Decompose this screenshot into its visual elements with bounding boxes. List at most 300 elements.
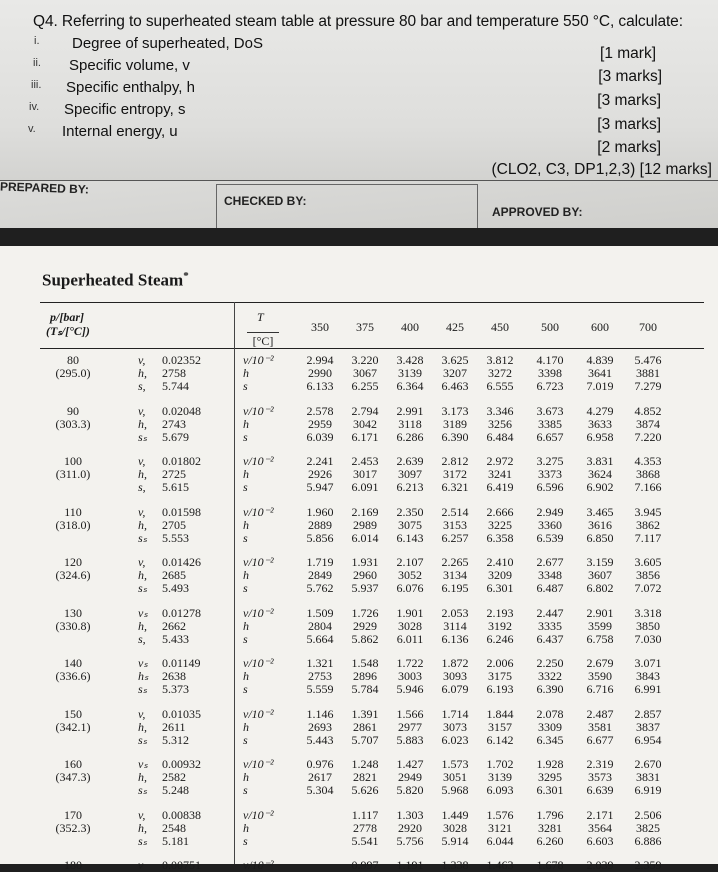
table-cell-h: 3139 bbox=[398, 366, 422, 380]
property-label: v/10⁻² bbox=[243, 504, 274, 519]
item-text: Internal energy, u bbox=[62, 123, 178, 140]
sat-property-value: 0.01426 bbox=[162, 555, 201, 569]
table-cell-v: 1.117 bbox=[351, 807, 379, 822]
item-text: Specific enthalpy, h bbox=[66, 79, 195, 96]
sat-property-symbol: h, bbox=[138, 517, 147, 532]
table-cell-v: 2.265 bbox=[441, 555, 469, 569]
table-cell-h: 3862 bbox=[636, 517, 660, 532]
table-cell-v: 0.997 bbox=[351, 858, 379, 872]
table-cell-s: 5.937 bbox=[351, 581, 379, 595]
table-cell-s: 6.143 bbox=[396, 530, 424, 545]
sat-property-value: 5.553 bbox=[162, 530, 189, 545]
sat-property-value: 2548 bbox=[162, 820, 186, 835]
table-cell-s: 6.286 bbox=[396, 429, 424, 444]
sat-property-symbol: hₛ bbox=[138, 669, 149, 683]
table-cell-v: 2.169 bbox=[351, 504, 379, 519]
table-cell-s: 6.758 bbox=[586, 631, 614, 646]
sat-property-symbol: sₛ bbox=[138, 732, 148, 747]
sat-property-value: 5.493 bbox=[162, 581, 189, 595]
pressure-value: 180 bbox=[64, 858, 82, 872]
sat-property-symbol: h, bbox=[138, 416, 147, 431]
table-cell-s: 5.914 bbox=[441, 833, 469, 848]
property-label: v/10⁻² bbox=[243, 757, 274, 771]
table-cell-v: 2.639 bbox=[396, 454, 424, 468]
table-cell-s: 7.220 bbox=[634, 429, 662, 444]
table-cell-s: 6.919 bbox=[634, 783, 662, 797]
table-cell-s: 6.802 bbox=[586, 581, 614, 595]
temperature-symbol: T bbox=[257, 310, 264, 324]
table-cell-h: 3624 bbox=[588, 467, 612, 481]
temperature-header: 500 bbox=[541, 320, 559, 334]
pressure-value: 160 bbox=[64, 757, 82, 771]
table-cell-h: 3335 bbox=[538, 618, 562, 633]
table-cell-h: 2960 bbox=[353, 568, 377, 582]
item-number: iv. bbox=[29, 101, 40, 113]
table-cell-s: 6.345 bbox=[536, 732, 564, 747]
table-cell-v: 1.960 bbox=[306, 504, 334, 519]
table-cell-s: 6.484 bbox=[486, 429, 514, 444]
table-cell-s: 6.723 bbox=[536, 379, 564, 393]
table-cell-h: 3209 bbox=[488, 568, 512, 582]
mark-allocation: [3 marks] bbox=[597, 92, 661, 109]
table-cell-s: 5.762 bbox=[306, 581, 334, 595]
table-cell-h: 2959 bbox=[308, 416, 332, 431]
property-label: h bbox=[243, 467, 249, 481]
signature-section bbox=[0, 180, 718, 228]
sat-property-symbol: h, bbox=[138, 618, 147, 633]
table-cell-v: 1.338 bbox=[441, 858, 469, 872]
sat-property-symbol: sₛ bbox=[138, 833, 148, 848]
sat-property-symbol: h, bbox=[138, 770, 147, 784]
table-cell-s: 5.707 bbox=[351, 732, 379, 747]
sat-property-symbol: vₛ bbox=[138, 605, 148, 620]
sat-property-value: 0.00932 bbox=[162, 757, 201, 771]
table-cell-s: 5.304 bbox=[306, 783, 334, 797]
table-cell-h: 3590 bbox=[588, 669, 612, 683]
table-cell-s: 6.213 bbox=[396, 480, 424, 494]
table-cell-v: 2.319 bbox=[586, 757, 614, 771]
sat-property-symbol: h, bbox=[138, 568, 147, 582]
table-cell-h: 2989 bbox=[353, 517, 377, 532]
table-cell-s: 6.487 bbox=[536, 581, 564, 595]
sat-property-symbol: v, bbox=[138, 706, 146, 721]
property-label: s bbox=[243, 581, 248, 595]
pressure-value: 100 bbox=[64, 454, 82, 468]
sat-property-symbol: v, bbox=[138, 403, 146, 418]
table-cell-v: 2.666 bbox=[486, 504, 514, 519]
table-cell-s: 6.850 bbox=[586, 530, 614, 545]
table-cell-v: 4.353 bbox=[634, 454, 662, 468]
table-cell-v: 3.275 bbox=[536, 454, 564, 468]
table-cell-h: 3850 bbox=[636, 618, 660, 633]
item-text: Specific entropy, s bbox=[64, 101, 186, 118]
sat-property-symbol: h, bbox=[138, 820, 147, 835]
table-cell-h: 3175 bbox=[488, 669, 512, 683]
table-cell-s: 5.856 bbox=[306, 530, 334, 545]
table-cell-h: 3028 bbox=[398, 618, 422, 633]
property-label: h bbox=[243, 568, 249, 582]
table-cell-h: 3309 bbox=[538, 719, 562, 734]
table-cell-h: 3097 bbox=[398, 467, 422, 481]
table-cell-h: 3272 bbox=[488, 366, 512, 380]
table-cell-h: 2821 bbox=[353, 770, 377, 784]
sat-property-value: 0.00838 bbox=[162, 807, 201, 822]
table-cell-v: 3.318 bbox=[634, 605, 662, 620]
table-cell-v: 3.605 bbox=[634, 555, 662, 569]
sat-property-value: 5.248 bbox=[162, 783, 189, 797]
table-cell-s: 7.072 bbox=[634, 581, 662, 595]
table-cell-v: 1.566 bbox=[396, 706, 424, 721]
table-cell-s: 5.756 bbox=[396, 833, 424, 848]
table-cell-s: 5.862 bbox=[351, 631, 379, 646]
table-cell-v: 4.170 bbox=[536, 353, 564, 367]
table-cell-s: 6.133 bbox=[306, 379, 334, 393]
table-cell-s: 6.136 bbox=[441, 631, 469, 646]
table-cell-v: 1.509 bbox=[306, 605, 334, 620]
table-cell-h: 2896 bbox=[353, 669, 377, 683]
table-cell-v: 1.391 bbox=[351, 706, 379, 721]
table-cell-h: 3295 bbox=[538, 770, 562, 784]
table-cell-v: 1.146 bbox=[306, 706, 334, 721]
property-label: h bbox=[243, 669, 249, 683]
table-cell-h: 2804 bbox=[308, 618, 332, 633]
property-label: h bbox=[243, 820, 249, 835]
table-cell-s: 6.301 bbox=[536, 783, 564, 797]
sat-property-symbol: sₛ bbox=[138, 429, 148, 444]
question-text: Q4. Referring to superheated steam table at pressure 80 bar and temperature 550 °C, calculate: bbox=[33, 13, 683, 30]
table-cell-h: 3599 bbox=[588, 618, 612, 633]
table-cell-s: 6.677 bbox=[586, 732, 614, 747]
item-text: Degree of superheated, DoS bbox=[72, 35, 263, 52]
table-cell-h: 3856 bbox=[636, 568, 660, 582]
temperature-header: 450 bbox=[491, 320, 509, 334]
sat-property-value: 0.02352 bbox=[162, 353, 201, 367]
table-cell-v: 2.812 bbox=[441, 454, 469, 468]
table-cell-h: 3189 bbox=[443, 416, 467, 431]
table-cell-h: 3881 bbox=[636, 366, 660, 380]
table-cell-h: 2778 bbox=[353, 820, 377, 835]
table-cell-s: 6.260 bbox=[536, 833, 564, 848]
property-label: s bbox=[243, 682, 248, 696]
pressure-value: 140 bbox=[64, 656, 82, 670]
column-divider bbox=[234, 302, 235, 864]
table-cell-h: 2861 bbox=[353, 719, 377, 734]
table-cell-h: 2926 bbox=[308, 467, 332, 481]
table-cell-h: 3398 bbox=[538, 366, 562, 380]
exam-question-paper bbox=[0, 0, 718, 228]
table-cell-v: 1.928 bbox=[536, 757, 564, 771]
table-cell-v: 3.346 bbox=[486, 403, 514, 418]
table-cell-h: 3843 bbox=[636, 669, 660, 683]
sat-property-symbol: h, bbox=[138, 366, 147, 380]
divider bbox=[0, 180, 718, 181]
sat-property-symbol: h, bbox=[138, 719, 147, 734]
mark-allocation: [3 marks] bbox=[597, 116, 661, 133]
table-cell-h: 3281 bbox=[538, 820, 562, 835]
property-label: s bbox=[243, 379, 248, 393]
sat-property-symbol: s, bbox=[138, 631, 146, 646]
table-cell-s: 6.596 bbox=[536, 480, 564, 494]
sat-property-symbol: v, bbox=[138, 353, 146, 367]
table-cell-v: 2.487 bbox=[586, 706, 614, 721]
sat-property-value: 0.01149 bbox=[162, 656, 201, 670]
table-cell-s: 6.657 bbox=[536, 429, 564, 444]
table-cell-v: 1.844 bbox=[486, 706, 514, 721]
table-cell-v: 1.702 bbox=[486, 757, 514, 771]
sat-property-symbol: vₛ bbox=[138, 757, 148, 771]
property-label: s bbox=[243, 631, 248, 646]
table-cell-h: 3073 bbox=[443, 719, 467, 734]
sat-property-value: 2705 bbox=[162, 517, 186, 532]
table-cell-s: 6.093 bbox=[486, 783, 514, 797]
property-label: v/10⁻² bbox=[243, 454, 274, 468]
table-cell-s: 6.039 bbox=[306, 429, 334, 444]
table-cell-h: 3348 bbox=[538, 568, 562, 582]
table-cell-h: 3564 bbox=[588, 820, 612, 835]
saturation-temp: (324.6) bbox=[55, 568, 91, 582]
table-cell-h: 3616 bbox=[588, 517, 612, 532]
table-cell-v: 2.359 bbox=[634, 858, 662, 872]
table-cell-s: 6.171 bbox=[351, 429, 379, 444]
table-cell-v: 1.901 bbox=[396, 605, 424, 620]
sat-property-value: 0.01802 bbox=[162, 454, 201, 468]
table-cell-s: 6.193 bbox=[486, 682, 514, 696]
sat-property-value: 0.01278 bbox=[162, 605, 201, 620]
sat-property-symbol: sₛ bbox=[138, 783, 148, 797]
table-cell-s: 6.639 bbox=[586, 783, 614, 797]
table-cell-s: 6.437 bbox=[536, 631, 564, 646]
table-cell-s: 6.011 bbox=[396, 631, 424, 646]
temperature-header: 400 bbox=[401, 320, 419, 334]
sat-property-symbol: v, bbox=[138, 504, 146, 519]
table-cell-s: 5.541 bbox=[351, 833, 379, 848]
property-label: s bbox=[243, 732, 248, 747]
mark-allocation: [3 marks] bbox=[598, 68, 662, 85]
table-cell-s: 6.390 bbox=[536, 682, 564, 696]
table-cell-h: 2753 bbox=[308, 669, 332, 683]
table-cell-v: 3.428 bbox=[396, 353, 424, 367]
table-cell-h: 3207 bbox=[443, 366, 467, 380]
table-cell-v: 3.465 bbox=[586, 504, 614, 519]
saturation-temp: (318.0) bbox=[55, 517, 91, 532]
table-cell-v: 2.506 bbox=[634, 807, 662, 822]
table-cell-v: 2.677 bbox=[536, 555, 564, 569]
table-cell-v: 2.949 bbox=[536, 504, 564, 519]
table-cell-v: 3.812 bbox=[486, 353, 514, 367]
sat-property-symbol: v, bbox=[138, 807, 146, 822]
table-cell-v: 2.994 bbox=[306, 353, 334, 367]
pressure-value: 80 bbox=[67, 353, 79, 367]
property-label: v/10⁻² bbox=[243, 706, 274, 721]
table-cell-v: 2.447 bbox=[536, 605, 564, 620]
table-cell-s: 6.301 bbox=[486, 581, 514, 595]
table-cell-s: 6.716 bbox=[586, 682, 614, 696]
table-cell-v: 3.071 bbox=[634, 656, 662, 670]
table-cell-v: 1.722 bbox=[396, 656, 424, 670]
temperature-header: 425 bbox=[446, 320, 464, 334]
table-cell-h: 2849 bbox=[308, 568, 332, 582]
table-cell-h: 3157 bbox=[488, 719, 512, 734]
table-cell-h: 3825 bbox=[636, 820, 660, 835]
table-cell-v: 4.279 bbox=[586, 403, 614, 418]
table-cell-v: 1.576 bbox=[486, 807, 514, 822]
sat-property-symbol: sₛ bbox=[138, 682, 148, 696]
table-cell-h: 2990 bbox=[308, 366, 332, 380]
table-cell-v: 2.972 bbox=[486, 454, 514, 468]
sat-temp-header: (Tₛ/[°C]) bbox=[46, 324, 90, 338]
pressure-value: 120 bbox=[64, 555, 82, 569]
table-cell-v: 1.548 bbox=[351, 656, 379, 670]
table-cell-s: 6.555 bbox=[486, 379, 514, 393]
mark-allocation: [2 marks] bbox=[597, 139, 661, 156]
table-cell-h: 3134 bbox=[443, 568, 467, 582]
saturation-temp: (303.3) bbox=[55, 416, 91, 431]
table-cell-h: 3256 bbox=[488, 416, 512, 431]
table-cell-v: 2.171 bbox=[586, 807, 614, 822]
table-cell-s: 7.019 bbox=[586, 379, 614, 393]
table-cell-v: 2.410 bbox=[486, 555, 514, 569]
table-cell-s: 6.091 bbox=[351, 480, 379, 494]
property-label: v/10⁻² bbox=[243, 807, 274, 822]
table-cell-s: 6.364 bbox=[396, 379, 424, 393]
table-cell-s: 6.886 bbox=[634, 833, 662, 848]
sat-property-symbol: v, bbox=[138, 555, 146, 569]
table-cell-h: 2617 bbox=[308, 770, 332, 784]
sat-property-value: 2685 bbox=[162, 568, 186, 582]
temperature-header: 700 bbox=[639, 320, 657, 334]
sat-property-value: 5.744 bbox=[162, 379, 189, 393]
table-cell-h: 3641 bbox=[588, 366, 612, 380]
saturation-temp: (342.1) bbox=[55, 719, 91, 734]
item-number: v. bbox=[28, 123, 36, 135]
pressure-value: 150 bbox=[64, 706, 82, 721]
saturation-temp: (347.3) bbox=[55, 770, 91, 784]
table-cell-s: 6.539 bbox=[536, 530, 564, 545]
table-cell-s: 5.968 bbox=[441, 783, 469, 797]
table-cell-h: 3028 bbox=[443, 820, 467, 835]
table-cell-s: 6.044 bbox=[486, 833, 514, 848]
table-cell-v: 3.173 bbox=[441, 403, 469, 418]
table-cell-s: 5.820 bbox=[396, 783, 424, 797]
table-cell-s: 6.257 bbox=[441, 530, 469, 545]
table-cell-s: 6.321 bbox=[441, 480, 469, 494]
table-cell-h: 3121 bbox=[488, 820, 512, 835]
property-label: v/10⁻² bbox=[243, 858, 274, 872]
table-cell-h: 3581 bbox=[588, 719, 612, 734]
table-cell-v: 1.463 bbox=[486, 858, 514, 872]
table-cell-s: 5.626 bbox=[351, 783, 379, 797]
table-cell-s: 5.946 bbox=[396, 682, 424, 696]
table-cell-h: 3241 bbox=[488, 467, 512, 481]
saturation-temp: (311.0) bbox=[55, 467, 91, 481]
table-cell-v: 2.514 bbox=[441, 504, 469, 519]
table-cell-v: 1.714 bbox=[441, 706, 469, 721]
table-cell-v: 2.241 bbox=[306, 454, 334, 468]
sat-property-symbol: s, bbox=[138, 480, 146, 494]
table-cell-s: 6.991 bbox=[634, 682, 662, 696]
table-cell-s: 6.255 bbox=[351, 379, 379, 393]
table-cell-v: 2.991 bbox=[396, 403, 424, 418]
table-cell-v: 1.427 bbox=[396, 757, 424, 771]
table-cell-s: 5.947 bbox=[306, 480, 334, 494]
table-cell-h: 3093 bbox=[443, 669, 467, 683]
table-cell-v: 3.673 bbox=[536, 403, 564, 418]
item-text: Specific volume, v bbox=[69, 57, 190, 74]
table-cell-v: 2.794 bbox=[351, 403, 379, 418]
table-cell-s: 6.014 bbox=[351, 530, 379, 545]
property-label: h bbox=[243, 366, 249, 380]
table-cell-v: 2.107 bbox=[396, 555, 424, 569]
table-cell-v: 2.250 bbox=[536, 656, 564, 670]
pressure-header: p/[bar] bbox=[50, 310, 84, 324]
sat-property-symbol: sₛ bbox=[138, 581, 148, 595]
table-cell-v: 2.350 bbox=[396, 504, 424, 519]
sat-property-value: 2743 bbox=[162, 416, 186, 431]
table-cell-s: 5.559 bbox=[306, 682, 334, 696]
property-label: h bbox=[243, 416, 249, 431]
sat-property-value: 0.02048 bbox=[162, 403, 201, 418]
table-cell-s: 5.883 bbox=[396, 732, 424, 747]
table-cell-s: 6.902 bbox=[586, 480, 614, 494]
property-label: h bbox=[243, 770, 249, 784]
table-cell-h: 3373 bbox=[538, 467, 562, 481]
table-cell-h: 3573 bbox=[588, 770, 612, 784]
table-header-rule bbox=[40, 348, 704, 349]
table-cell-v: 2.053 bbox=[441, 605, 469, 620]
table-cell-s: 6.142 bbox=[486, 732, 514, 747]
sat-property-symbol: v, bbox=[138, 454, 146, 468]
table-cell-s: 6.603 bbox=[586, 833, 614, 848]
sat-property-value: 0.01598 bbox=[162, 504, 201, 519]
table-title: Superheated Steam* bbox=[42, 270, 189, 290]
clo-mapping: (CLO2, C3, DP1,2,3) [12 marks] bbox=[491, 161, 712, 178]
sat-property-symbol: vₛ bbox=[138, 656, 148, 670]
table-cell-h: 3118 bbox=[398, 416, 422, 431]
table-cell-s: 5.784 bbox=[351, 682, 379, 696]
table-cell-h: 3139 bbox=[488, 770, 512, 784]
property-label: h bbox=[243, 719, 249, 734]
table-cell-h: 2977 bbox=[398, 719, 422, 734]
approved-by-label: APPROVED BY: bbox=[492, 205, 583, 219]
sat-property-value: 2662 bbox=[162, 618, 186, 633]
table-cell-s: 6.958 bbox=[586, 429, 614, 444]
table-cell-h: 3067 bbox=[353, 366, 377, 380]
table-cell-h: 3633 bbox=[588, 416, 612, 431]
pressure-value: 130 bbox=[64, 605, 82, 620]
table-cell-v: 2.193 bbox=[486, 605, 514, 620]
table-cell-v: 0.976 bbox=[306, 757, 334, 771]
table-cell-h: 2920 bbox=[398, 820, 422, 835]
table-cell-v: 4.839 bbox=[586, 353, 614, 367]
table-cell-h: 2949 bbox=[398, 770, 422, 784]
sat-property-value: 2758 bbox=[162, 366, 186, 380]
temperature-header: 350 bbox=[311, 320, 329, 334]
table-cell-h: 3172 bbox=[443, 467, 467, 481]
property-label: v/10⁻² bbox=[243, 605, 274, 620]
table-cell-v: 3.220 bbox=[351, 353, 379, 367]
table-cell-s: 6.023 bbox=[441, 732, 469, 747]
table-top-rule bbox=[40, 302, 704, 303]
temperature-header: 375 bbox=[356, 320, 374, 334]
sat-property-value: 5.615 bbox=[162, 480, 189, 494]
table-cell-s: 6.954 bbox=[634, 732, 662, 747]
temperature-unit: [°C] bbox=[247, 332, 279, 349]
mark-allocation: [1 mark] bbox=[600, 45, 656, 62]
table-cell-h: 3322 bbox=[538, 669, 562, 683]
prepared-by-label: PREPARED BY: bbox=[0, 179, 90, 197]
table-cell-h: 3003 bbox=[398, 669, 422, 683]
table-cell-s: 6.195 bbox=[441, 581, 469, 595]
